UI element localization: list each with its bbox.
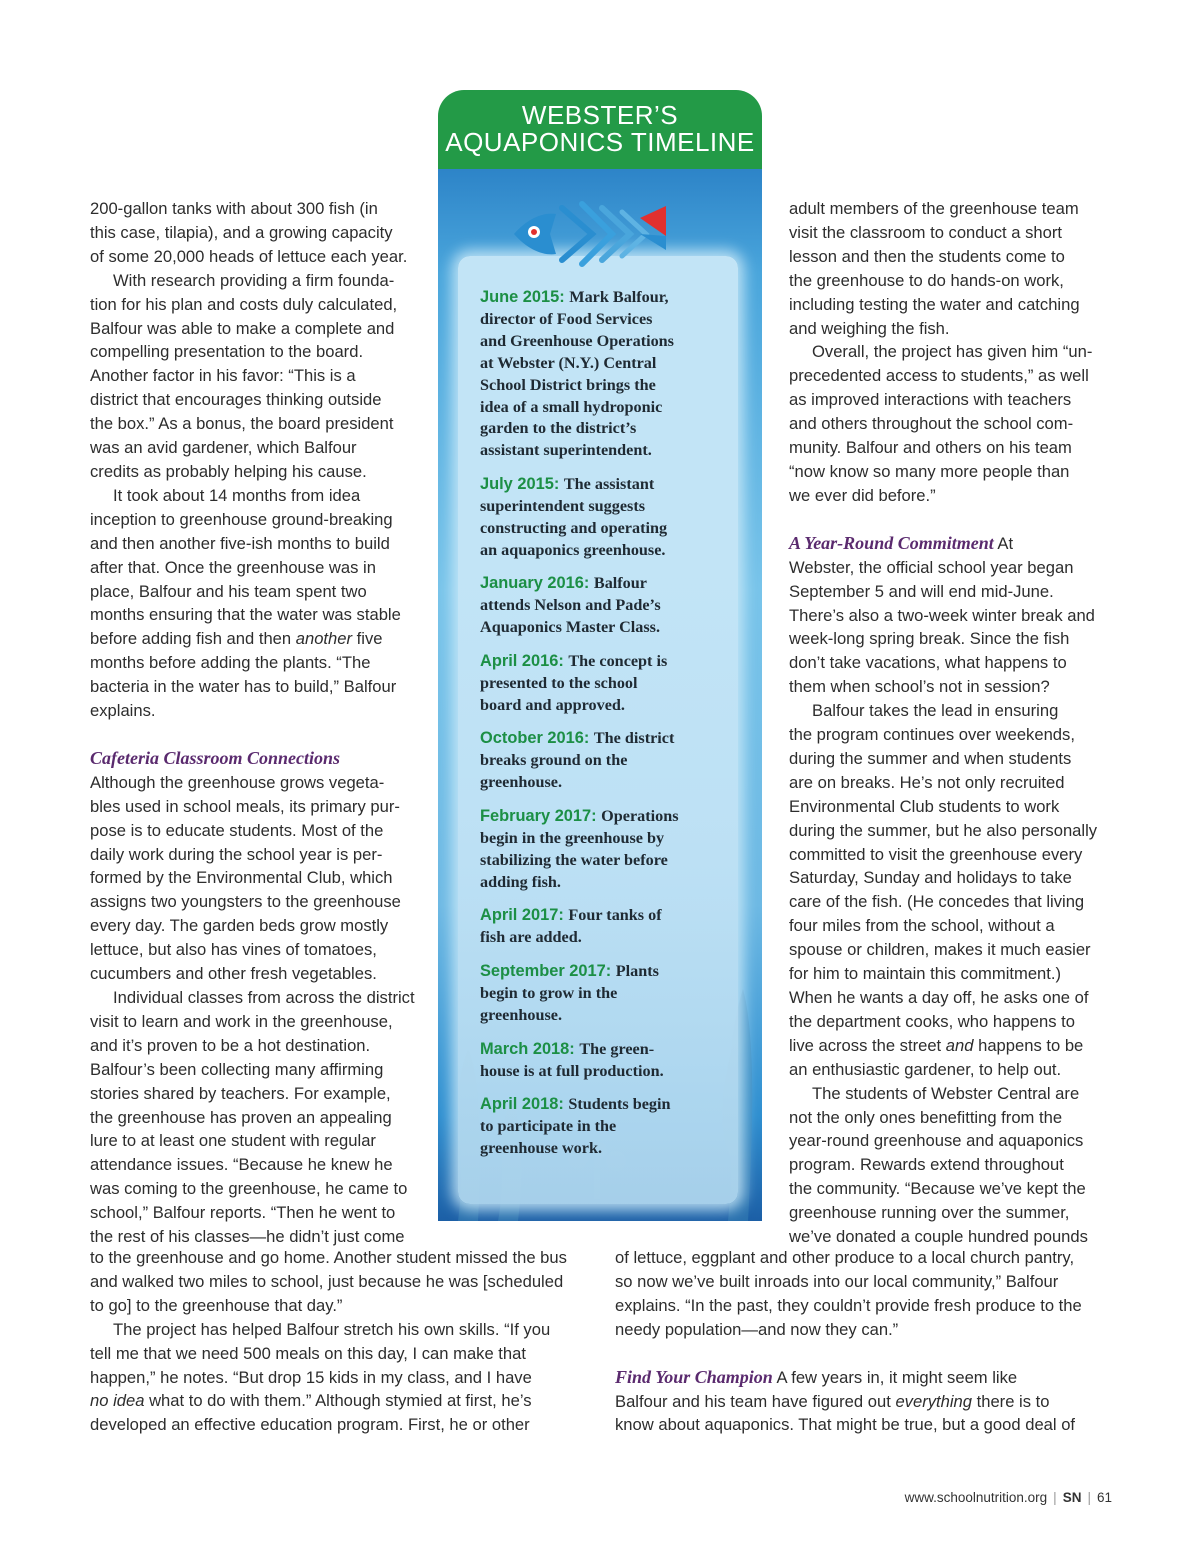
text-line: for him to maintain this commitment.)	[789, 964, 1062, 984]
text-line: The students of Webster Central are	[812, 1083, 1080, 1103]
timeline-date: April 2017:	[480, 906, 569, 924]
right-para-3	[789, 556, 1119, 699]
text-line: we ever did before.”	[789, 485, 936, 505]
text-line: every day. The garden beds grow mostly	[90, 916, 389, 936]
timeline-header	[438, 90, 762, 169]
text-line: “now know so many more people than	[789, 461, 1070, 481]
text-line: Balfour’s been collecting many affirming	[90, 1059, 384, 1079]
right-column: adult members of the greenhouse team visit the classroom to conduct a short lesson and then the students come to the greenhouse to do hands-on work, including testing the water and catching and weighing the fish. Overall, the project has given him “un- precedented access to students,” as well as improved interactions with teachers and others throughout the school com- munity. Balfour and others on his team “now know so many more people than we ever did before.” A Year-Round Commitment At Webster, the official school year began September 5 and will end mid-June. There’s also a two-week winter break and week-long spring break. Since the fish don’t take vacations, what happens to them when school’s not in session? Balfour takes the lead in ensuring the program continues over weekends, during the summer and when students are on breaks. He’s not only recruited Environmental Club students to work during the summer, but he also personally committed to visit the greenhouse every Saturday, Sunday and holidays to take care of the fish. (He concedes that living four miles from the school, without a spouse or children, makes it much easier for him to maintain this commitment.) When he wants a day off, he asks one of the department cooks, who happens to live across the street and happens to be an enthusiastic gardener, to help out. The students of Webster Central are not the only ones benefitting from the year-round greenhouse and aquaponics program. Rewards extend throughout the community. “Because we’ve kept the greenhouse running over the summer, we’ve donated a couple hundred pounds	[789, 197, 1119, 1249]
section-heading-cafeteria: Cafeteria Classroom Connections	[90, 747, 341, 768]
timeline-entry-line: April 2017: Four tanks of	[480, 906, 662, 924]
text-line: attendance issues. “Because he knew he	[90, 1155, 393, 1175]
right-para-1	[789, 197, 1119, 340]
timeline-entry-line: January 2016: Balfour	[480, 574, 647, 592]
text-line: year-round greenhouse and aquaponics	[789, 1131, 1084, 1151]
timeline-entry-line: begin to grow in the	[480, 983, 618, 1002]
timeline-entry-line: stabilizing the water before	[480, 850, 668, 869]
timeline-entry-line: greenhouse work.	[480, 1138, 603, 1157]
text-line: Webster, the official school year began	[789, 557, 1074, 577]
left-para-5	[90, 986, 430, 1249]
text-line: tell me that we need 500 meals on this day, I can make that	[90, 1343, 526, 1363]
text-line: months before adding the plants. “The	[90, 653, 371, 673]
timeline-entry-line: February 2017: Operations	[480, 807, 679, 825]
text-line: compelling presentation to the board.	[90, 342, 364, 362]
text-line: the greenhouse to do hands-on work,	[789, 270, 1064, 290]
text-line: munity. Balfour and others on his team	[789, 438, 1072, 458]
timeline-date: July 2015:	[480, 475, 564, 493]
text-line: The project has helped Balfour stretch his own skills. “If you	[113, 1319, 551, 1339]
text-line: explains.	[90, 701, 156, 721]
text-line: the department cooks, who happens to	[789, 1011, 1075, 1031]
timeline-entry	[480, 961, 730, 1027]
text-line: was coming to the greenhouse, he came to	[90, 1179, 408, 1199]
timeline-date: April 2016:	[480, 652, 569, 670]
timeline-entry-line: begin in the greenhouse by	[480, 828, 665, 847]
text-line: so now we’ve built inroads into our local community,” Balfour	[615, 1271, 1059, 1291]
text-line: committed to visit the greenhouse every	[789, 844, 1083, 864]
timeline-entry-line: attends Nelson and Pade’s	[480, 595, 661, 614]
right-para-4: Balfour takes the lead in ensuring the program continues over weekends, during the summer and when students are on breaks. He’s not only recruited Environmental Club students to work during the summer, but he also personally committed to visit the greenhouse every Saturday, Sunday and holidays to take care of the fish. (He concedes that living four miles from the school, without a spouse or children, makes it much easier for him to maintain this commitment.) When he wants a day off, he asks one of the department cooks, who happens to live across the street and happens to be an enthusiastic gardener, to help out.	[789, 699, 1119, 1082]
text-line: September 5 and will end mid-June.	[789, 581, 1054, 601]
timeline-entry-line: garden to the district’s	[480, 419, 637, 438]
text-line: months ensuring that the water was stable	[90, 605, 401, 625]
text-line: inception to greenhouse ground-breaking	[90, 509, 393, 529]
timeline-entry-line: September 2017: Plants	[480, 962, 659, 980]
text-line: Although the greenhouse grows vegeta-	[90, 772, 385, 792]
timeline-entry	[480, 905, 730, 949]
right-para-5	[789, 1082, 1119, 1249]
timeline-date: April 2018:	[480, 1095, 569, 1113]
timeline-entry-line: School District brings the	[480, 375, 656, 394]
timeline-entry-line: adding fish.	[480, 872, 561, 891]
text-line: during the summer and when students	[789, 748, 1072, 768]
text-line: the program continues over weekends,	[789, 725, 1075, 745]
text-line: happen,” he notes. “But drop 15 kids in my class, and I have	[90, 1367, 532, 1387]
text-line: With research providing a firm founda-	[113, 270, 395, 290]
text-line: during the summer, but he also personally	[789, 820, 1098, 840]
timeline-entry-line: June 2015: Mark Balfour,	[480, 288, 669, 306]
left-para-3: It took about 14 months from idea inception to greenhouse ground-breaking and then another five-ish months to build after that. Once the greenhouse was in place, Balfour and his team spent two months ensuring that the water was stable before adding fish and then another five months before adding the plants. “The bacteria in the water has to build,” Balfour explains.	[90, 484, 430, 723]
timeline-entry-line: idea of a small hydroponic	[480, 397, 663, 416]
timeline-entry-line: Aquaponics Master Class.	[480, 617, 661, 636]
text-line: not the only ones benefitting from the	[789, 1107, 1063, 1127]
page-number: 61	[1096, 1490, 1112, 1505]
timeline-entry-line: fish are added.	[480, 927, 582, 946]
timeline-entry-line: board and approved.	[480, 695, 625, 714]
timeline-date: March 2018:	[480, 1040, 580, 1058]
timeline-entry-line: presented to the school	[480, 673, 638, 692]
timeline-date: January 2016:	[480, 574, 594, 592]
text-line: credits as probably helping his cause.	[90, 461, 367, 481]
text-line: the rest of his classes—he didn’t just come	[90, 1227, 405, 1247]
text-line: was an avid gardener, which Balfour	[90, 438, 357, 458]
timeline-title-line2: AQUAPONICS TIMELINE	[445, 127, 755, 157]
timeline-entry-line: at Webster (N.Y.) Central	[480, 353, 657, 372]
text-line: greenhouse running over the summer,	[789, 1203, 1070, 1223]
timeline-entry-line: constructing and operating	[480, 518, 668, 537]
text-line: Saturday, Sunday and holidays to take	[789, 868, 1072, 888]
timeline-entry-line: to participate in the	[480, 1116, 617, 1135]
text-line: care of the fish. (He concedes that living	[789, 892, 1085, 912]
text-line: week-long spring break. Since the fish	[789, 629, 1070, 649]
text-line: including testing the water and catching	[789, 294, 1080, 314]
left-para-1	[90, 197, 430, 269]
left-para-4	[90, 771, 430, 986]
timeline-entry	[480, 573, 730, 639]
timeline-entry-line: and Greenhouse Operations	[480, 331, 674, 350]
text-line: bacteria in the water has to build,” Balfour	[90, 677, 397, 697]
text-line: adult members of the greenhouse team	[789, 199, 1079, 218]
text-line: and weighing the fish.	[789, 318, 950, 338]
text-line: as improved interactions with teachers	[789, 390, 1072, 410]
timeline-entry-line: greenhouse.	[480, 1005, 562, 1024]
text-line: are on breaks. He’s not only recruited	[789, 772, 1065, 792]
page-footer: www.schoolnutrition.org | SN | 61	[904, 1490, 1112, 1505]
footer-brand: SN	[1062, 1490, 1082, 1505]
text-line: lesson and then the students come to	[789, 246, 1065, 266]
text-line: bles used in school meals, its primary pur-	[90, 796, 400, 816]
text-line: district that encourages thinking outside	[90, 390, 382, 410]
timeline-entry-line: director of Food Services	[480, 309, 653, 328]
text-line: four miles from the school, without a	[789, 916, 1055, 936]
text-line: stories shared by teachers. For example,	[90, 1083, 391, 1103]
timeline-entry-line: July 2015: The assistant	[480, 475, 655, 493]
text-line: When he wants a day off, he asks one of	[789, 988, 1089, 1007]
text-line: don’t take vacations, what happens to	[789, 653, 1067, 673]
footer-url[interactable]: www.schoolnutrition.org	[904, 1490, 1048, 1505]
text-line: Environmental Club students to work	[789, 796, 1060, 816]
text-line: daily work during the school year is per-	[90, 844, 383, 864]
timeline-date: October 2016:	[480, 729, 594, 747]
text-line: Another factor in his favor: “This is a	[90, 366, 356, 386]
text-line: this case, tilapia), and a growing capacity	[90, 222, 393, 242]
timeline-entry	[480, 651, 730, 717]
text-line: needy population—and now they can.”	[615, 1319, 899, 1339]
timeline-title-line1: WEBSTER’S	[521, 100, 679, 130]
text-line: spouse or children, makes it much easier	[789, 940, 1091, 960]
timeline-entry	[480, 287, 730, 462]
text-line: formed by the Environmental Club, which	[90, 868, 393, 888]
timeline-date: June 2015:	[480, 288, 570, 306]
text-line: and others throughout the school com-	[789, 414, 1074, 434]
text-line: place, Balfour and his team spent two	[90, 581, 367, 601]
left-column	[90, 197, 430, 1249]
text-line: to go] to the greenhouse that day.”	[90, 1295, 343, 1315]
timeline-entry	[480, 806, 730, 894]
text-line: assigns two youngsters to the greenhouse	[90, 892, 401, 912]
text-line: Balfour was able to make a complete and	[90, 318, 395, 338]
text-line: school,” Balfour reports. “Then he went to	[90, 1203, 396, 1223]
left-para-2	[90, 269, 430, 484]
timeline-entry-line: assistant superintendent.	[480, 441, 652, 460]
text-line: explains. “In the past, they couldn’t provide fresh produce to the	[615, 1295, 1082, 1315]
timeline-entry-line: superintendent suggests	[480, 496, 646, 515]
text-line: to the greenhouse and go home. Another student missed the bus	[90, 1248, 567, 1267]
timeline-entry-line: an aquaponics greenhouse.	[480, 540, 666, 559]
timeline-entry	[480, 474, 730, 562]
text-line: the community. “Because we’ve kept the	[789, 1179, 1086, 1199]
text-line: and it’s proven to be a hot destination.	[90, 1035, 371, 1055]
text-line: program. Rewards extend throughout	[789, 1155, 1064, 1175]
timeline-entry-line: April 2016: The concept is	[480, 652, 668, 670]
text-line: lettuce, but also has vines of tomatoes,	[90, 940, 377, 960]
text-line: It took about 14 months from idea	[113, 485, 361, 505]
timeline-date: September 2017:	[480, 962, 616, 980]
bottom-right-text: of lettuce, eggplant and other produce to a local church pantry, so now we’ve built inroads into our local community,” Balfour explains. “In the past, they couldn’t provide fresh produce to the needy population—and now they can.” Find Your Champion A few years in, it might seem like Balfour and his team have figured out everything there is to know about aquaponics. That might be true, but a good deal of	[615, 1246, 1125, 1437]
timeline-entry	[480, 728, 730, 794]
text-line: tion for his plan and costs duly calculated,	[90, 294, 398, 314]
text-line: them when school’s not in session?	[789, 677, 1050, 697]
text-line: after that. Once the greenhouse was in	[90, 557, 376, 577]
text-line: the greenhouse has proven an appealing	[90, 1107, 392, 1127]
text-line: There’s also a two-week winter break and	[789, 605, 1095, 625]
text-line: we’ve donated a couple hundred pounds	[789, 1227, 1088, 1247]
text-line: precedented access to students,” as well	[789, 366, 1089, 386]
timeline-entry	[480, 1039, 730, 1083]
right-para-2	[789, 340, 1119, 507]
text-line: 200-gallon tanks with about 300 fish (in	[90, 199, 378, 218]
text-line: Balfour takes the lead in ensuring	[812, 701, 1059, 721]
timeline-entry	[480, 1094, 730, 1160]
text-line: visit the classroom to conduct a short	[789, 222, 1062, 242]
timeline-date: February 2017:	[480, 807, 602, 825]
stylized-fish-icon	[510, 190, 670, 280]
text-line: the box.” As a bonus, the board president	[90, 414, 394, 434]
text-line: of lettuce, eggplant and other produce to a local church pantry,	[615, 1248, 1075, 1267]
text-line: lure to at least one student with regular	[90, 1131, 376, 1151]
timeline-entry-line: greenhouse.	[480, 772, 562, 791]
timeline-entry-line: April 2018: Students begin	[480, 1095, 671, 1113]
section-heading-champion: Find Your Champion	[615, 1366, 773, 1387]
bottom-left-text: to the greenhouse and go home. Another student missed the bus and walked two miles to school, just because he was [scheduled to go] to the greenhouse that day.” The project has helped Balfour stretch his own skills. “If you tell me that we need 500 meals on this day, I can make that happen,” he notes. “But drop 15 kids in my class, and I have no idea what to do with them.” Although stymied at first, he’s developed an effective education program. First, he or other	[90, 1246, 590, 1437]
text-line: and walked two miles to school, just because he was [scheduled	[90, 1271, 564, 1291]
text-line: pose is to educate students. Most of the	[90, 820, 384, 840]
text-line: of some 20,000 heads of lettuce each year.	[90, 246, 408, 266]
timeline-entry-line: breaks ground on the	[480, 750, 628, 769]
timeline-entry-line: October 2016: The district	[480, 729, 675, 747]
timeline-entry-line: house is at full production.	[480, 1061, 664, 1080]
text-line: visit to learn and work in the greenhouse,	[90, 1011, 393, 1031]
text-line: and then another five-ish months to build	[90, 533, 390, 553]
section-heading-year-round: A Year-Round Commitment	[789, 532, 994, 553]
timeline-entry-line: March 2018: The green-	[480, 1040, 655, 1058]
text-line: cucumbers and other fresh vegetables.	[90, 964, 377, 984]
text-line: Overall, the project has given him “un-	[812, 342, 1093, 362]
text-line: Individual classes from across the district	[113, 988, 415, 1007]
